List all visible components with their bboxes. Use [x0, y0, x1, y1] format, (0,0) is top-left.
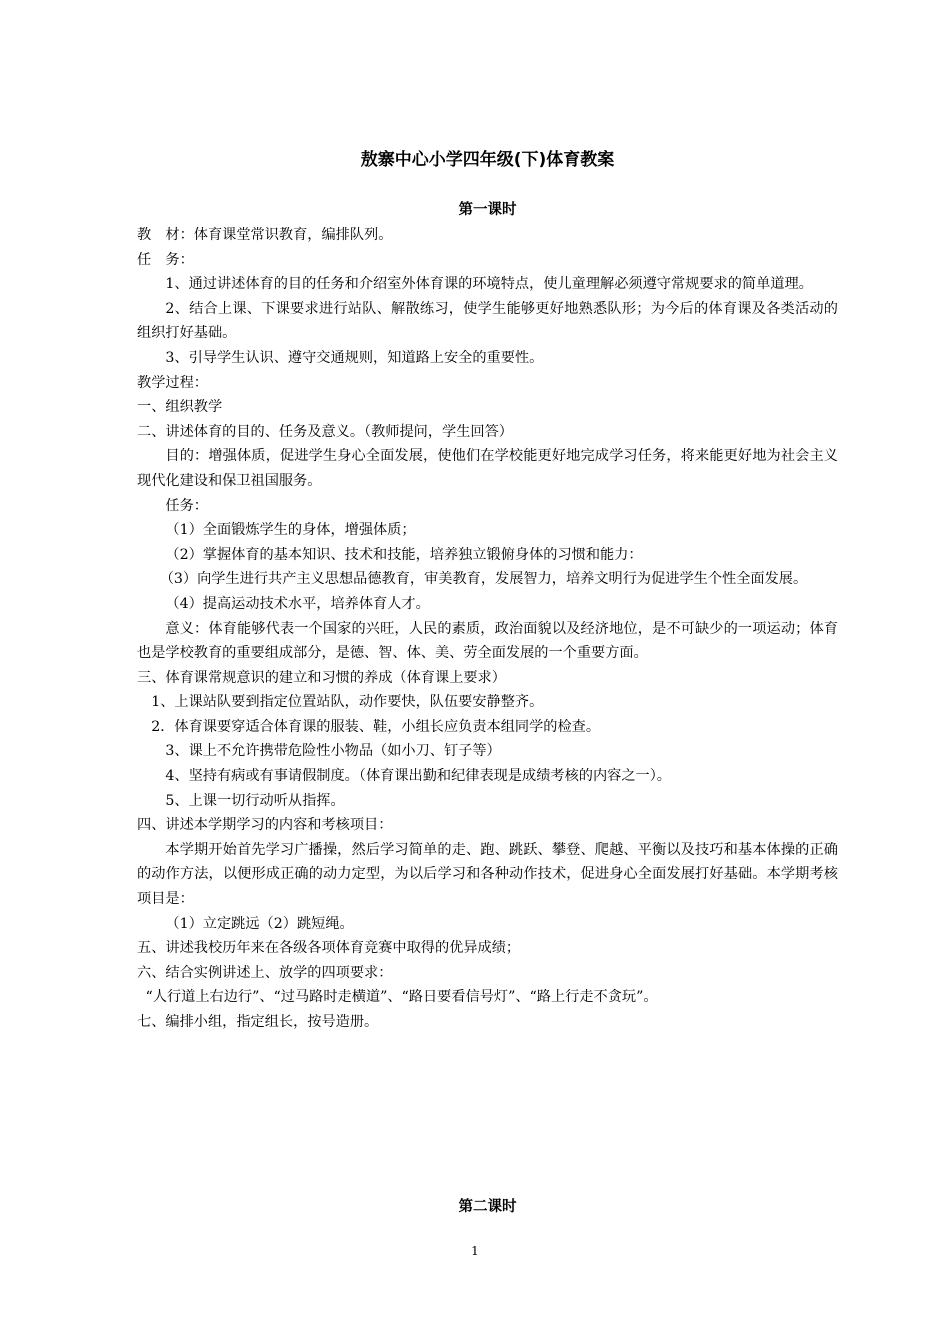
assessment-items: （1）立定跳远（2）跳短绳。	[165, 915, 354, 932]
task-item-3: 3、引导学生认识、遵守交通规则，知道路上安全的重要性。	[165, 349, 544, 366]
page-number: 1	[471, 1244, 479, 1258]
task-sub-1: （1）全面锻炼学生的身体，增强体质；	[165, 522, 416, 539]
task-sub-4: （4）提高运动技术水平，培养体育人才。	[165, 595, 430, 612]
section-2: 二、讲述体育的目的、任务及意义。（教师提问，学生回答）	[137, 423, 513, 440]
section-6: 六、结合实例讲述上、放学的四项要求：	[137, 964, 393, 981]
section-4: 四、讲述本学期学习的内容和考核项目：	[137, 817, 393, 834]
section-3: 三、体育课常规意识的建立和习惯的养成（体育课上要求）	[137, 669, 506, 686]
process-label: 教学过程：	[137, 374, 208, 391]
section-7: 七、编排小组，指定组长，按号造册。	[137, 1014, 379, 1030]
section-5: 五、讲述我校历年来在各级各项体育竞赛中取得的优异成绩；	[137, 940, 521, 957]
rule-3: 3、课上不允许携带危险性小物品（如小刀、钉子等）	[165, 743, 501, 760]
rule-5: 5、上课一切行动听从指挥。	[165, 792, 345, 809]
semester-paragraph: 本学期开始首先学习广播操，然后学习简单的走、跑、跳跃、攀登、爬越、平衡以及技巧和基本体操的正确的动作方法，以便形成正确的动力定型，为以后学习和各种动作技术，促进身心全面发展打好基础。本学期考核项目是：	[137, 841, 838, 908]
lesson-2-heading: 第二课时	[458, 1199, 517, 1215]
lesson-1-heading: 第一课时	[458, 202, 517, 218]
rule-2: 2．体育课要穿适合体育课的服装、鞋，小组长应负责本组同学的检查。	[151, 718, 601, 735]
significance-paragraph: 意义：体育能够代表一个国家的兴旺，人民的素质，政治面貌以及经济地位，是不可缺少的一项运动；体育也是学校教育的重要组成部分，是德、智、体、美、劳全面发展的一个重要方面。	[137, 620, 838, 662]
tasks-sublabel: 任务：	[165, 497, 208, 514]
document-title: 敖寨中心小学四年级(下)体育教案	[360, 150, 615, 170]
traffic-slogans: “人行道上右边行”、“过马路时走横道”、“路日要看信号灯”、“路上行走不贪玩”。	[145, 989, 658, 1006]
rule-4: 4、坚持有病或有事请假制度。（体育课出勤和纪律表现是成绩考核的内容之一）。	[165, 768, 671, 785]
task-sub-2: （2）掌握体育的基本知识、技术和技能，培养独立锻俯身体的习惯和能力：	[165, 546, 643, 563]
section-1: 一、组织教学	[137, 399, 223, 416]
task-item-1: 1、通过讲述体育的目的任务和介绍室外体育课的环境特点，使儿童理解必须遵守常规要求的简单道理。	[165, 276, 813, 293]
purpose-paragraph: 目的：增强体质，促进学生身心全面发展，使他们在学校能更好地完成学习任务，将来能更好地为社会主义现代化建设和保卫祖国服务。	[137, 448, 838, 489]
materials-line: 教 材：体育课堂常识教育，编排队列。	[137, 227, 393, 243]
task-sub-3: （3）向学生进行共产主义思想品德教育，审美教育，发展智力，培养文明行为促进学生个性全面发展。	[159, 571, 808, 588]
task-item-2: 2、结合上课、下课要求进行站队、解散练习，使学生能够更好地熟悉队形；为今后的体育课及各类活动的组织打好基础。	[137, 300, 838, 342]
tasks-label: 任 务：	[137, 251, 194, 268]
rule-1: 1、上课站队要到指定位置站队，动作要快，队伍要安静整齐。	[151, 694, 544, 711]
document-body	[137, 145, 838, 1035]
